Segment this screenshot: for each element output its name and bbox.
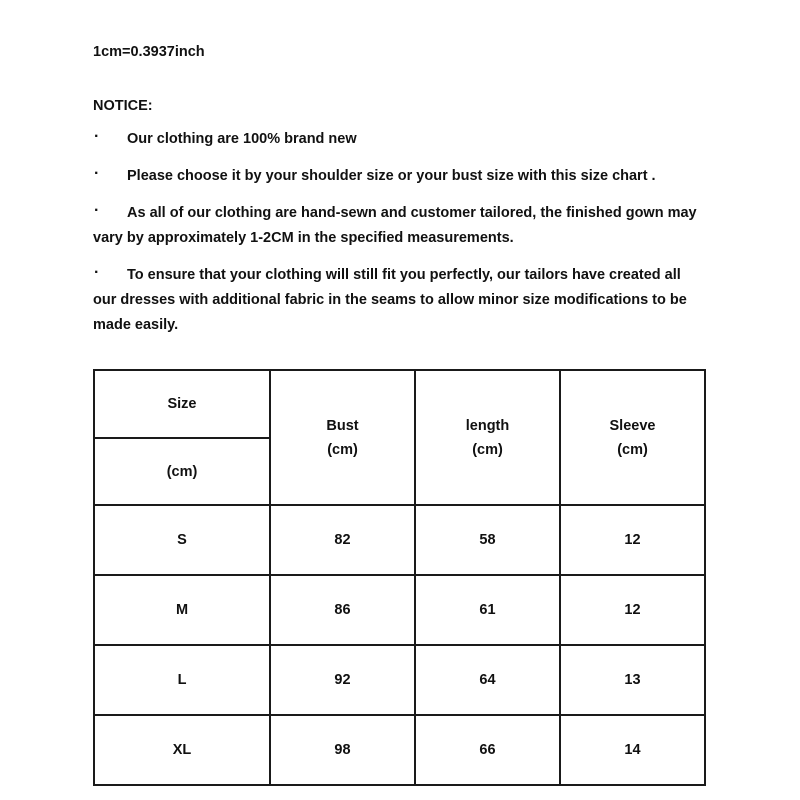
bullet-dot-icon: · xyxy=(94,264,100,281)
bust-cell: 92 xyxy=(270,645,415,715)
sleeve-cell: 12 xyxy=(560,505,705,575)
size-unit-cell: (cm) xyxy=(94,438,270,505)
sleeve-header-cell xyxy=(560,370,705,505)
sleeve-cell: 13 xyxy=(560,645,705,715)
size-cell: L xyxy=(94,645,270,715)
length-cell: 64 xyxy=(415,645,560,715)
size-chart-table xyxy=(93,369,706,786)
table-row xyxy=(94,715,705,785)
length-header-cell xyxy=(415,370,560,505)
bust-cell: 86 xyxy=(270,575,415,645)
length-header-label: length xyxy=(465,417,510,434)
sleeve-cell: 14 xyxy=(560,715,705,785)
bullet-dot-icon: · xyxy=(94,128,100,145)
length-cell: 58 xyxy=(415,505,560,575)
bust-cell: 82 xyxy=(270,505,415,575)
length-cell: 66 xyxy=(415,715,560,785)
notice-item-text: To ensure that your clothing will still fit you perfectly, our tailors have created all our dresses with additional fabric in the seams to allow minor size modifications to be made easily. xyxy=(93,267,687,333)
sleeve-cell: 12 xyxy=(560,575,705,645)
table-row xyxy=(94,575,705,645)
notice-list xyxy=(93,127,708,338)
length-header-unit: (cm) xyxy=(472,441,503,458)
bust-header-cell xyxy=(270,370,415,505)
notice-item xyxy=(93,164,708,189)
conversion-note: 1cm=0.3937inch xyxy=(93,44,205,60)
notice-item xyxy=(93,201,708,251)
sleeve-header-unit: (cm) xyxy=(617,441,648,458)
size-header-cell: Size xyxy=(94,370,270,438)
size-cell: S xyxy=(94,505,270,575)
notice-heading: NOTICE: xyxy=(93,98,153,114)
bust-cell: 98 xyxy=(270,715,415,785)
bullet-dot-icon: · xyxy=(94,165,100,182)
bust-header-label: Bust xyxy=(326,417,359,434)
notice-item-text: Please choose it by your shoulder size or your bust size with this size chart . xyxy=(127,168,656,184)
bust-header-unit: (cm) xyxy=(327,441,358,458)
notice-item-text: As all of our clothing are hand-sewn and customer tailored, the finished gown may vary by approximately 1-2CM in the specified measurements. xyxy=(93,205,697,246)
table-row xyxy=(94,645,705,715)
size-cell: XL xyxy=(94,715,270,785)
size-cell: M xyxy=(94,575,270,645)
notice-item xyxy=(93,127,708,152)
sleeve-header-label: Sleeve xyxy=(609,417,656,434)
bullet-dot-icon: · xyxy=(94,202,100,219)
notice-item-text: Our clothing are 100% brand new xyxy=(127,131,357,147)
table-row xyxy=(94,505,705,575)
notice-item xyxy=(93,263,708,338)
length-cell: 61 xyxy=(415,575,560,645)
header-row-top xyxy=(94,370,705,438)
